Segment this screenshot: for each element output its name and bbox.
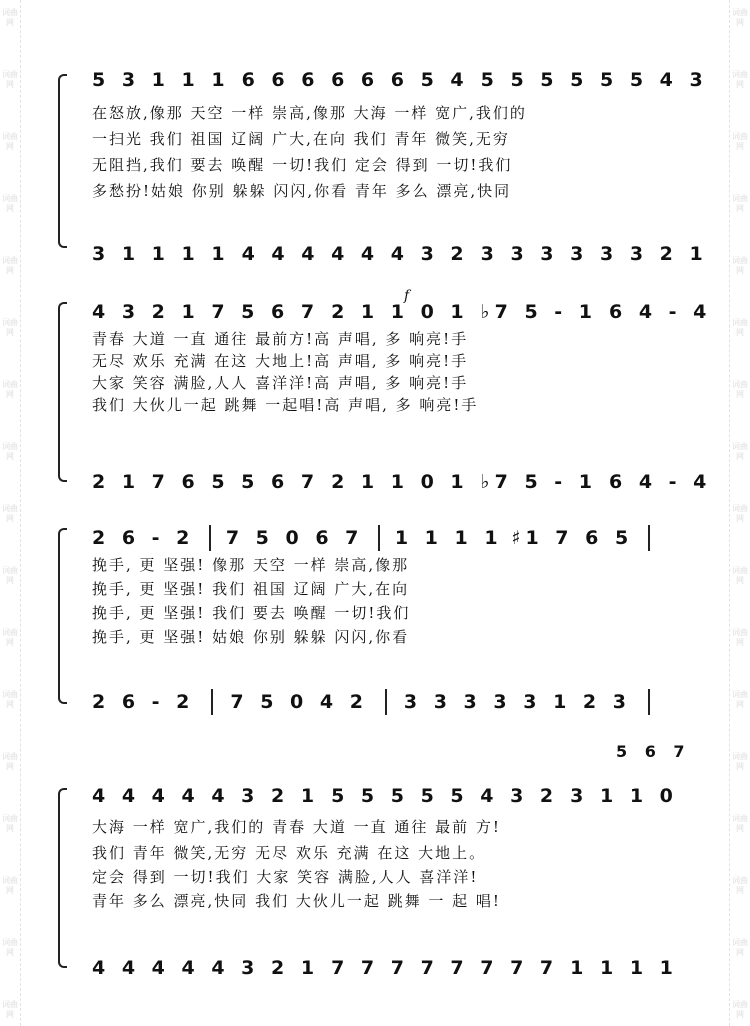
lyric-line-2: 我们 青年 微笑,无穷 无尽 欢乐 充满 在这 大地上。 [92,844,487,862]
measure: 6 6 6 6 6 6 5 4 [241,69,469,91]
watermark-text: 词曲网 [732,318,748,337]
melody-line [92,66,708,94]
watermark-text: 词曲网 [732,566,748,585]
watermark-text: 词曲网 [2,938,18,957]
watermark-text: 词曲网 [2,70,18,89]
right-watermark-strip [729,0,750,1026]
watermark-text: 词曲网 [732,380,748,399]
measure: 3 1 1 0 [570,785,678,807]
measure: 2 6 - 2 [92,527,195,549]
watermark-text: 词曲网 [2,1000,18,1019]
lyric-line-3: 大家 笑容 满脸,人人 喜洋洋!高 声唱, 多 响亮!手 [92,374,469,392]
watermark-text: 词曲网 [2,132,18,151]
lyric-line-4: 挽手, 更 坚强! 姑娘 你别 躲躲 闪闪,你看 [92,628,410,646]
measure: 7 7 7 7 7 7 7 7 [331,957,559,979]
lyric-line-1: 青春 大道 一直 通往 最前方!高 声唱, 多 响亮!手 [92,330,469,348]
bass-line [92,688,656,716]
lyric-line-3: 无阻挡,我们 要去 唤醒 一切!我们 定会 得到 一切!我们 [92,156,513,174]
pickup-notes: 5 6 7 [616,742,691,761]
lyric-line-2: 一扫光 我们 祖国 辽阔 广大,在向 我们 青年 微笑,无穷 [92,130,510,148]
barline [648,525,650,551]
measure: 2 6 - 2 [92,691,195,713]
watermark-text: 词曲网 [732,690,748,709]
watermark-text: 词曲网 [2,8,18,27]
watermark-text: 词曲网 [2,194,18,213]
lyric-line-1: 挽手, 更 坚强! 像那 天空 一样 崇高,像那 [92,556,410,574]
watermark-text: 词曲网 [732,752,748,771]
melody-line [92,524,656,552]
measure: 7 5 0 4 2 [230,691,368,713]
lyric-line-1: 大海 一样 宽广,我们的 青春 大道 一直 通往 最前 方! [92,818,501,836]
watermark-text: 词曲网 [2,256,18,275]
barline [385,689,387,715]
watermark-text: 词曲网 [732,194,748,213]
barline [209,525,211,551]
measure: ♭7 5 - 1 [480,471,597,493]
measure: 7 5 0 6 7 [225,527,364,549]
score-system-3 [64,522,676,718]
lyric-line-4: 我们 大伙儿一起 跳舞 一起唱!高 声唱, 多 响亮!手 [92,396,479,414]
watermark-text: 词曲网 [732,442,748,461]
watermark-text: 词曲网 [2,876,18,895]
system-brace [58,74,67,248]
watermark-text: 词曲网 [2,380,18,399]
measure: 3 1 1 1 1 [92,243,230,265]
lyric-line-3: 挽手, 更 坚强! 我们 要去 唤醒 一切!我们 [92,604,411,622]
measure: ♭7 5 - 1 [480,301,597,323]
measure: 4 4 4 4 4 3 2 1 [92,785,320,807]
forte-mark: f [404,288,410,304]
measure: 4 4 4 4 4 4 3 2 [241,243,469,265]
measure: 5 5 5 5 5 5 4 3 [480,69,708,91]
measure: 5 5 5 5 5 4 3 2 [331,785,559,807]
watermark-text: 词曲网 [732,814,748,833]
system-brace [58,788,67,968]
system-brace [58,528,67,704]
barline [211,689,213,715]
watermark-text: 词曲网 [732,256,748,275]
watermark-text: 词曲网 [732,628,748,647]
measure: 1 1 1 1 [570,957,678,979]
left-watermark-strip [0,0,21,1026]
watermark-text: 词曲网 [732,876,748,895]
watermark-text: 词曲网 [2,814,18,833]
watermark-text: 词曲网 [732,504,748,523]
watermark-text: 词曲网 [732,1000,748,1019]
measure: ♯1 7 6 5 [511,527,634,549]
watermark-text: 词曲网 [732,132,748,151]
watermark-text: 词曲网 [2,752,18,771]
measure: 2 1 7 6 5 5 6 7 [92,471,320,493]
melody-line [92,782,678,810]
lyric-line-1: 在怒放,像那 天空 一样 崇高,像那 大海 一样 宽广,我们的 [92,104,527,122]
lyric-line-4: 青年 多么 漂亮,快同 我们 大伙儿一起 跳舞 一 起 唱! [92,892,501,910]
measure: 3 3 3 3 3 1 2 3 [403,691,631,713]
system-brace [58,302,67,482]
measure: 3 3 3 3 3 3 2 1 [480,243,708,265]
lyric-line-2: 无尽 欢乐 充满 在这 大地上!高 声唱, 多 响亮!手 [92,352,469,370]
measure: 4 4 4 4 4 3 2 1 [92,957,320,979]
lyric-line-3: 定会 得到 一切!我们 大家 笑容 满脸,人人 喜洋洋! [92,868,479,886]
watermark-text: 词曲网 [2,318,18,337]
measure: 1 1 1 1 [394,527,503,549]
barline [648,689,650,715]
measure: 4 3 2 1 7 5 6 7 [92,301,320,323]
bass-line [92,468,712,496]
measure: 5 3 1 1 1 [92,69,230,91]
bass-line [92,240,708,268]
measure: 2 1 1 0 1 [331,471,469,493]
measure: 2 1 1 0 1 [331,301,469,323]
lyric-line-2: 挽手, 更 坚强! 我们 祖国 辽阔 广大,在向 [92,580,410,598]
watermark-text: 词曲网 [2,442,18,461]
bass-line [92,954,678,982]
measure: 6 4 - 4 [609,471,712,493]
watermark-text: 词曲网 [2,628,18,647]
melody-line [92,298,712,326]
measure: 6 4 - 4 [609,301,712,323]
watermark-text: 词曲网 [732,938,748,957]
watermark-text: 词曲网 [732,8,748,27]
barline [378,525,380,551]
lyric-line-4: 多愁扮!姑娘 你别 躲躲 闪闪,你看 青年 多么 漂亮,快同 [92,182,512,200]
score-system-4 [64,780,676,980]
score-system-1 [64,64,708,265]
watermark-text: 词曲网 [732,70,748,89]
score-system-2 [64,288,712,496]
watermark-text: 词曲网 [2,690,18,709]
watermark-text: 词曲网 [2,504,18,523]
watermark-text: 词曲网 [2,566,18,585]
